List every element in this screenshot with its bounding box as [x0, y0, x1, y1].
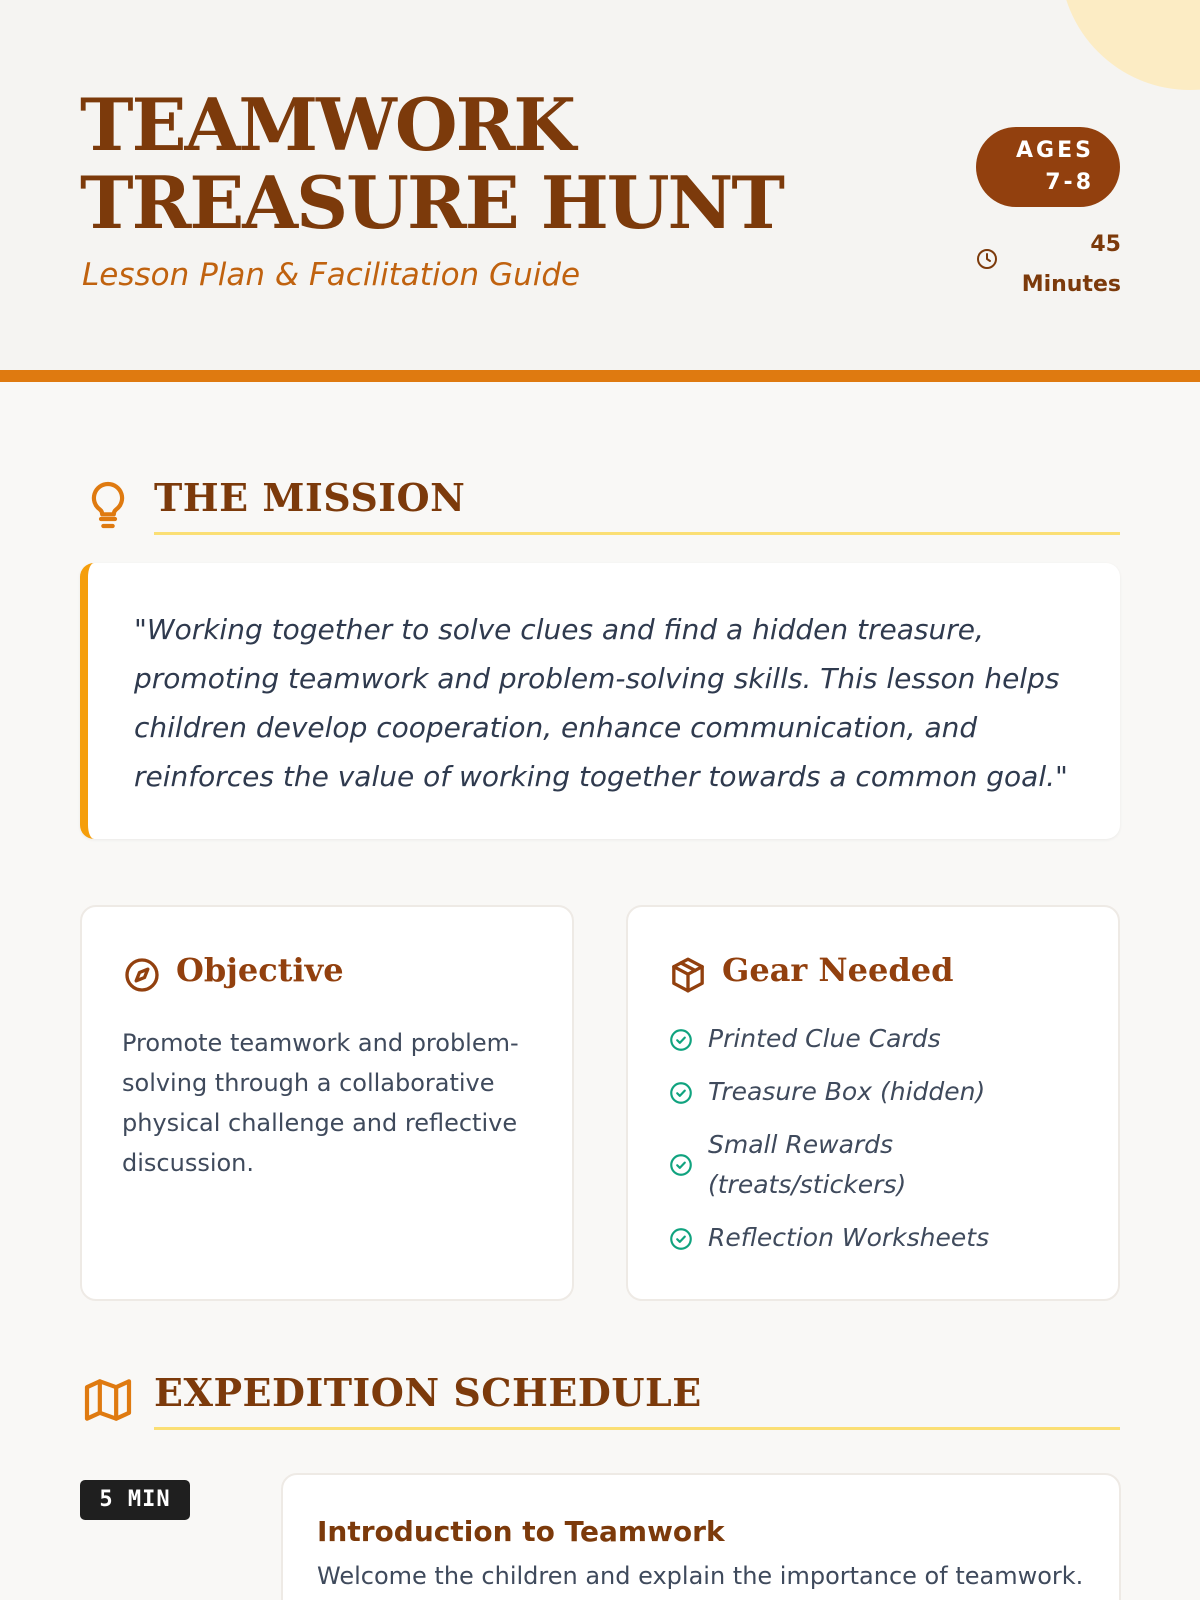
- schedule-heading: EXPEDITION SCHEDULE: [154, 1370, 702, 1415]
- check-circle-icon: [668, 1027, 694, 1053]
- page-subtitle: Lesson Plan & Facilitation Guide: [82, 257, 581, 293]
- objective-card: [80, 905, 574, 1301]
- duration-unit: Minutes: [1021, 272, 1121, 297]
- compass-icon: [122, 955, 162, 995]
- check-circle-icon: [668, 1152, 694, 1178]
- objective-heading: Objective: [176, 951, 344, 989]
- ages-badge: [976, 127, 1120, 207]
- mission-section-header: [80, 475, 1120, 535]
- title-line-2: TREASURE HUNT: [80, 160, 783, 245]
- objective-text: Promote teamwork and problem-solving through a collaborative physical challenge and reflective discussion.: [122, 1029, 519, 1177]
- gear-item: [668, 1019, 1088, 1059]
- title-line-1: TEAMWORK: [80, 82, 575, 167]
- section-divider: [154, 532, 1120, 535]
- page-header: [0, 0, 1200, 382]
- gear-item: [668, 1218, 1088, 1258]
- gear-item: [668, 1125, 1088, 1205]
- step-title: Introduction to Teamwork: [317, 1515, 725, 1548]
- gear-item-label: Printed Clue Cards: [708, 1024, 941, 1053]
- section-divider: [154, 1427, 1120, 1430]
- page-title: [80, 82, 783, 245]
- ages-label: AGES: [1016, 138, 1094, 163]
- duration-info: [975, 225, 1121, 295]
- check-circle-icon: [668, 1226, 694, 1252]
- decorative-sun: [1060, 0, 1200, 90]
- clock-icon: [975, 247, 999, 271]
- mission-heading: THE MISSION: [154, 475, 466, 520]
- gear-item: [668, 1072, 1088, 1112]
- ages-value: 7-8: [1045, 170, 1094, 195]
- step-time-badge: 5 MIN: [80, 1480, 190, 1520]
- gear-item-label: Treasure Box (hidden): [708, 1077, 986, 1106]
- gear-list: [668, 1019, 1088, 1271]
- step-description: Welcome the children and explain the importance of teamwork.: [317, 1562, 1084, 1590]
- schedule-step-card: [281, 1473, 1121, 1600]
- check-circle-icon: [668, 1080, 694, 1106]
- map-icon: [80, 1372, 136, 1428]
- lightbulb-icon: [80, 477, 136, 533]
- mission-quote: "Working together to solve clues and find a hidden treasure, promoting teamwork and problem-solving skills. This lesson helps children develop cooperation, enhance communication, and reinforces the value of working together towards a common goal.": [134, 613, 1068, 793]
- gear-card: [626, 905, 1120, 1301]
- package-icon: [668, 955, 708, 995]
- duration-value: 45: [1090, 232, 1121, 257]
- mission-quote-card: [80, 563, 1120, 839]
- schedule-section-header: [80, 1370, 1120, 1430]
- gear-item-label: Small Rewards (treats/stickers): [708, 1130, 907, 1199]
- gear-item-label: Reflection Worksheets: [708, 1223, 990, 1252]
- gear-heading: Gear Needed: [722, 951, 954, 989]
